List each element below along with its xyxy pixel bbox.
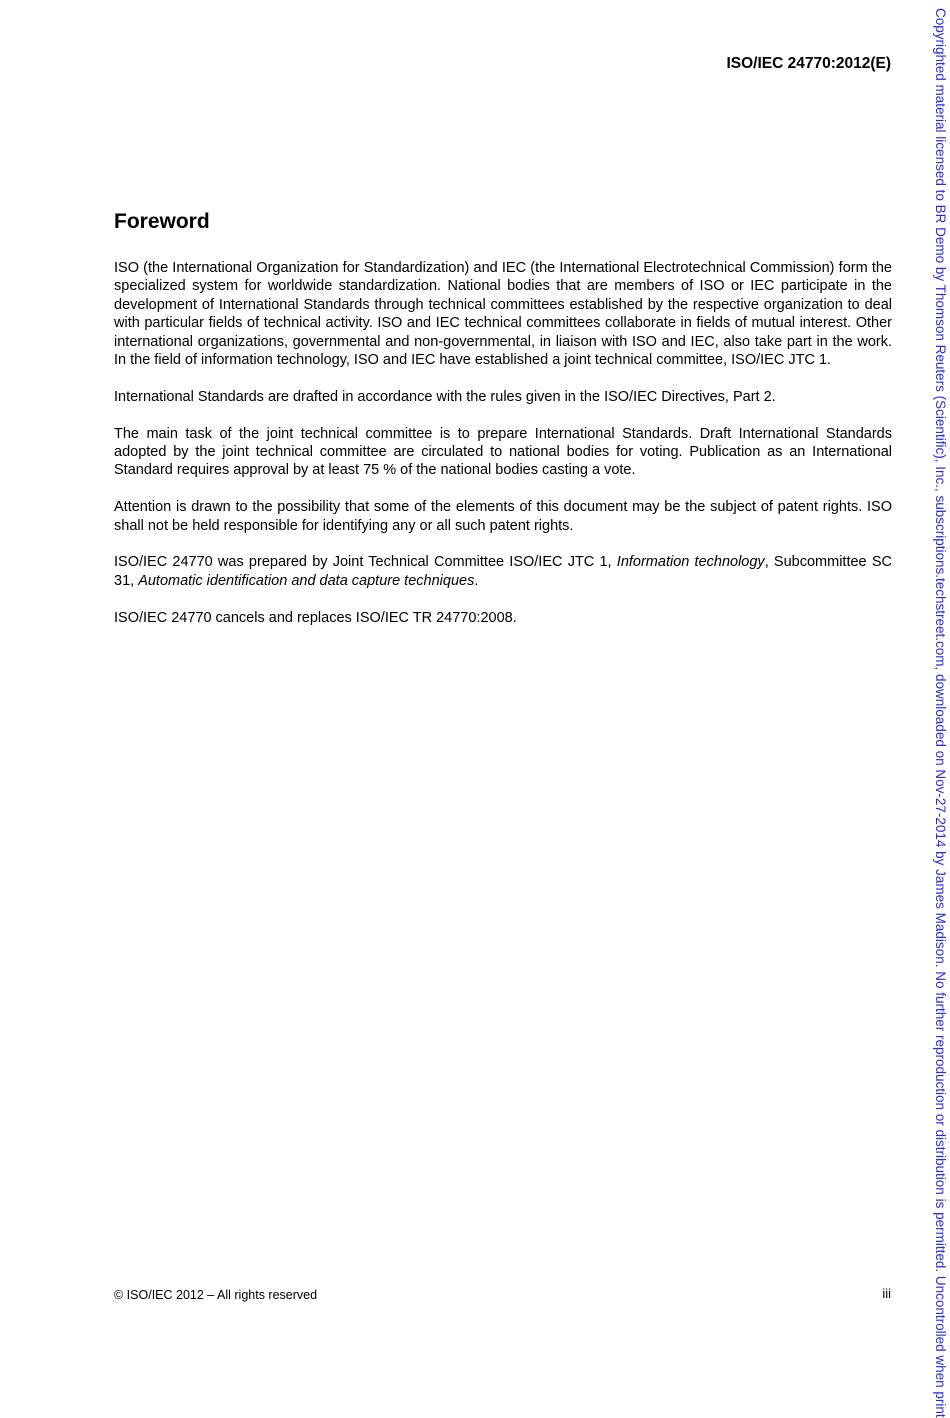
- page-number: iii: [882, 1286, 891, 1301]
- paragraph-directives: International Standards are drafted in accordance with the rules given in the ISO/IEC Directives, Part 2.: [114, 388, 776, 405]
- paragraph-patent-rights: Attention is drawn to the possibility that some of the elements of this document may be the subject of patent rights. ISO shall not be held responsible for identifying any or all such patent rights.: [114, 499, 892, 534]
- paragraph-replaces: ISO/IEC 24770 cancels and replaces ISO/IEC TR 24770:2008.: [114, 609, 517, 626]
- footer-copyright: © ISO/IEC 2012 – All rights reserved: [114, 1288, 318, 1302]
- prepared-by-text: ISO/IEC 24770 was prepared by Joint Technical Committee ISO/IEC JTC 1,: [114, 554, 617, 571]
- subcommittee-title: Automatic identification and data capture techniques: [138, 572, 475, 589]
- committee-title: Information technology: [616, 554, 765, 571]
- document-id-header: ISO/IEC 24770:2012(E): [726, 55, 891, 72]
- page-title: Foreword: [114, 210, 210, 233]
- foreword-body: [114, 259, 892, 645]
- paragraph-main-task: The main task of the joint technical committee is to prepare International Standards. Draft International Standards adopted by the joint technical committee are circulated to national bodies for voting. Publication as an International Standard requires approval by at least 75 % of the national bodies casting a vote.: [114, 425, 892, 479]
- subcommittee-text: , Subcommittee SC 31,: [114, 554, 892, 589]
- prepared-by-end: .: [474, 572, 479, 589]
- paragraph-prepared-by: [114, 553, 892, 590]
- paragraph-scope: ISO (the International Organization for Standardization) and IEC (the International Electrotechnical Commission) form the specialized system for worldwide standardization. National bodies that are members of ISO or IEC participate in the development of International Standards through technical committees established by the respective organization to deal with particular fields of technical activity. ISO and IEC technical committees collaborate in fields of mutual interest. Other international organizations, governmental and non-governmental, in liaison with ISO and IEC, also take part in the work. In the field of information technology, ISO and IEC have established a joint technical committee, ISO/IEC JTC 1.: [114, 260, 892, 369]
- copyright-watermark: Copyrighted material licensed to BR Demo by Thomson Reuters (Scientific), Inc., subscriptions.techstreet.com, downloaded on Nov-27-2014 by James Madison. No further reproduction or distribution is permitted. Uncontrolled when print: [933, 8, 948, 1418]
